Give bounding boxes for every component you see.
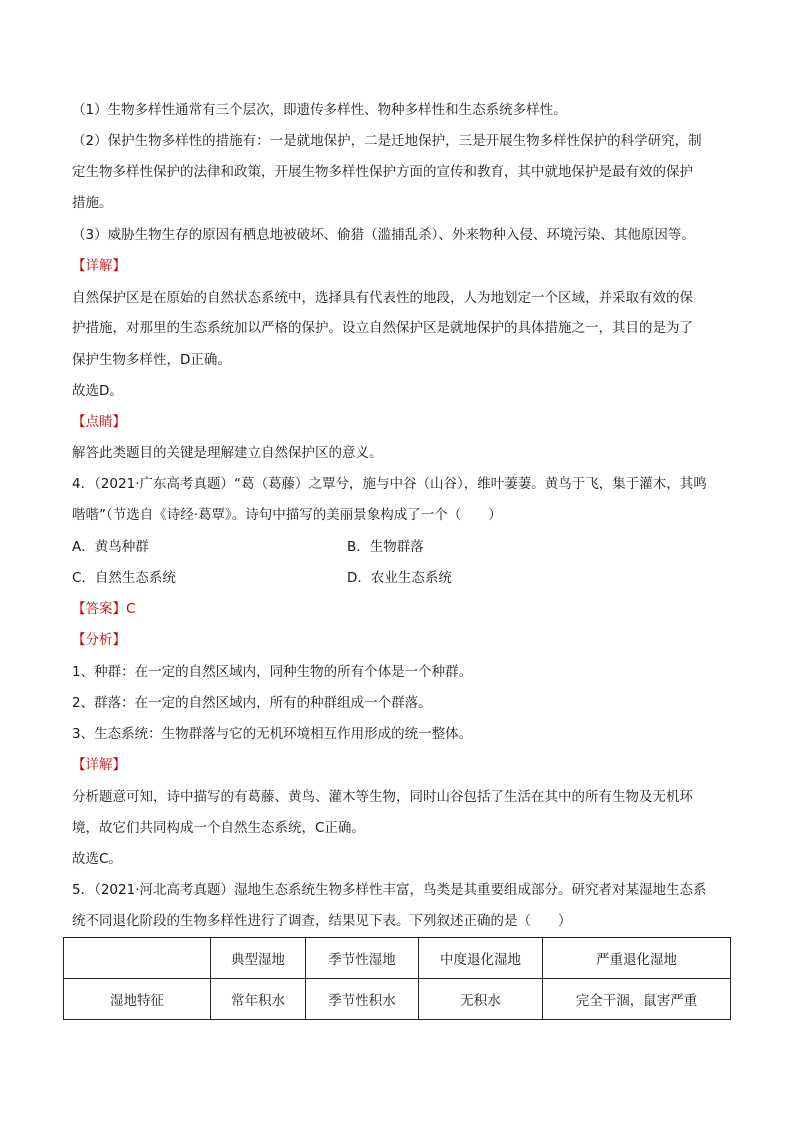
section-label-detail: 【详解】 <box>72 258 126 274</box>
question-5-stem: 统不同退化阶段的生物多样性进行了调查，结果见下表。下列叙述正确的是（ ） <box>72 913 572 929</box>
text-line: （3）威胁生物生存的原因有栖息地被破坏、偷猎（滥捕乱杀）、外来物种入侵、环境污染、其他原因等。 <box>72 227 695 243</box>
text-line: 保护生物多样性，D正确。 <box>72 352 231 368</box>
section-label-analysis: 【分析】 <box>72 632 126 648</box>
text-line: 2、群落：在一定的自然区域内，所有的种群组成一个群落。 <box>72 695 432 711</box>
text-line: 措施。 <box>72 195 113 211</box>
table-cell: 典型湿地 <box>211 938 306 979</box>
table-cell: 无积水 <box>419 979 543 1020</box>
text-line: 护措施，对那里的生态系统加以严格的保护。设立自然保护区是就地保护的具体措施之一，其目的是为了 <box>72 320 693 336</box>
table-cell: 季节性湿地 <box>306 938 419 979</box>
table-cell: 常年积水 <box>211 979 306 1020</box>
table-cell <box>64 938 211 979</box>
table-cell: 完全干涸，鼠害严重 <box>543 979 731 1020</box>
section-label-comment: 【点睛】 <box>72 414 126 430</box>
wetland-table <box>63 937 731 1020</box>
table-row <box>64 979 731 1020</box>
question-5-stem: 5．（2021·河北高考真题）湿地生态系统生物多样性丰富，鸟类是其重要组成部分。研究者对某湿地生态系 <box>72 882 707 898</box>
text-line: 1、种群：在一定的自然区域内，同种生物的所有个体是一个种群。 <box>72 664 473 680</box>
text-line: 境，故它们共同构成一个自然生态系统，C正确。 <box>72 820 365 836</box>
text-line: 分析题意可知，诗中描写的有葛藤、黄鸟、灌木等生物，同时山谷包括了生活在其中的所有生物及无机环 <box>72 789 693 805</box>
table-cell: 湿地特征 <box>64 979 211 1020</box>
question-4-stem: 喈喈”（节选自《诗经·葛覃》。诗句中描写的美丽景象构成了一个（ ） <box>72 507 502 523</box>
table-header-row <box>64 938 731 979</box>
table-cell: 季节性积水 <box>306 979 419 1020</box>
text-line: 故选C。 <box>72 851 122 867</box>
question-4-stem: 4．（2021·广东高考真题）“葛（葛藤）之覃兮，施与中谷（山谷），维叶萋萋。黄鸟于飞，集于灌木，其鸣 <box>72 476 707 492</box>
option-d: D．农业生态系统 <box>347 570 452 586</box>
text-line: 3、生态系统：生物群落与它的无机环境相互作用形成的统一整体。 <box>72 726 473 742</box>
text-line: （2）保护生物多样性的措施有：一是就地保护，二是迁地保护，三是开展生物多样性保护的科学研究，制 <box>72 133 702 149</box>
table-cell: 中度退化湿地 <box>419 938 543 979</box>
table-cell: 严重退化湿地 <box>543 938 731 979</box>
option-b: B．生物群落 <box>347 539 424 555</box>
answer-label: 【答案】C <box>72 601 136 617</box>
option-c: C．自然生态系统 <box>72 570 176 586</box>
text-line: （1）生物多样性通常有三个层次，即遗传多样性、物种多样性和生态系统多样性。 <box>72 102 567 118</box>
text-line: 解答此类题目的关键是理解建立自然保护区的意义。 <box>72 445 383 461</box>
section-label-detail: 【详解】 <box>72 757 126 773</box>
text-line: 定生物多样性保护的法律和政策，开展生物多样性保护方面的宣传和教育，其中就地保护是最有效的保护 <box>72 164 693 180</box>
option-a: A．黄鸟种群 <box>72 539 149 555</box>
text-line: 自然保护区是在原始的自然状态系统中，选择具有代表性的地段，人为地划定一个区域，并采取有效的保 <box>72 290 693 306</box>
text-line: 故选D。 <box>72 383 123 399</box>
